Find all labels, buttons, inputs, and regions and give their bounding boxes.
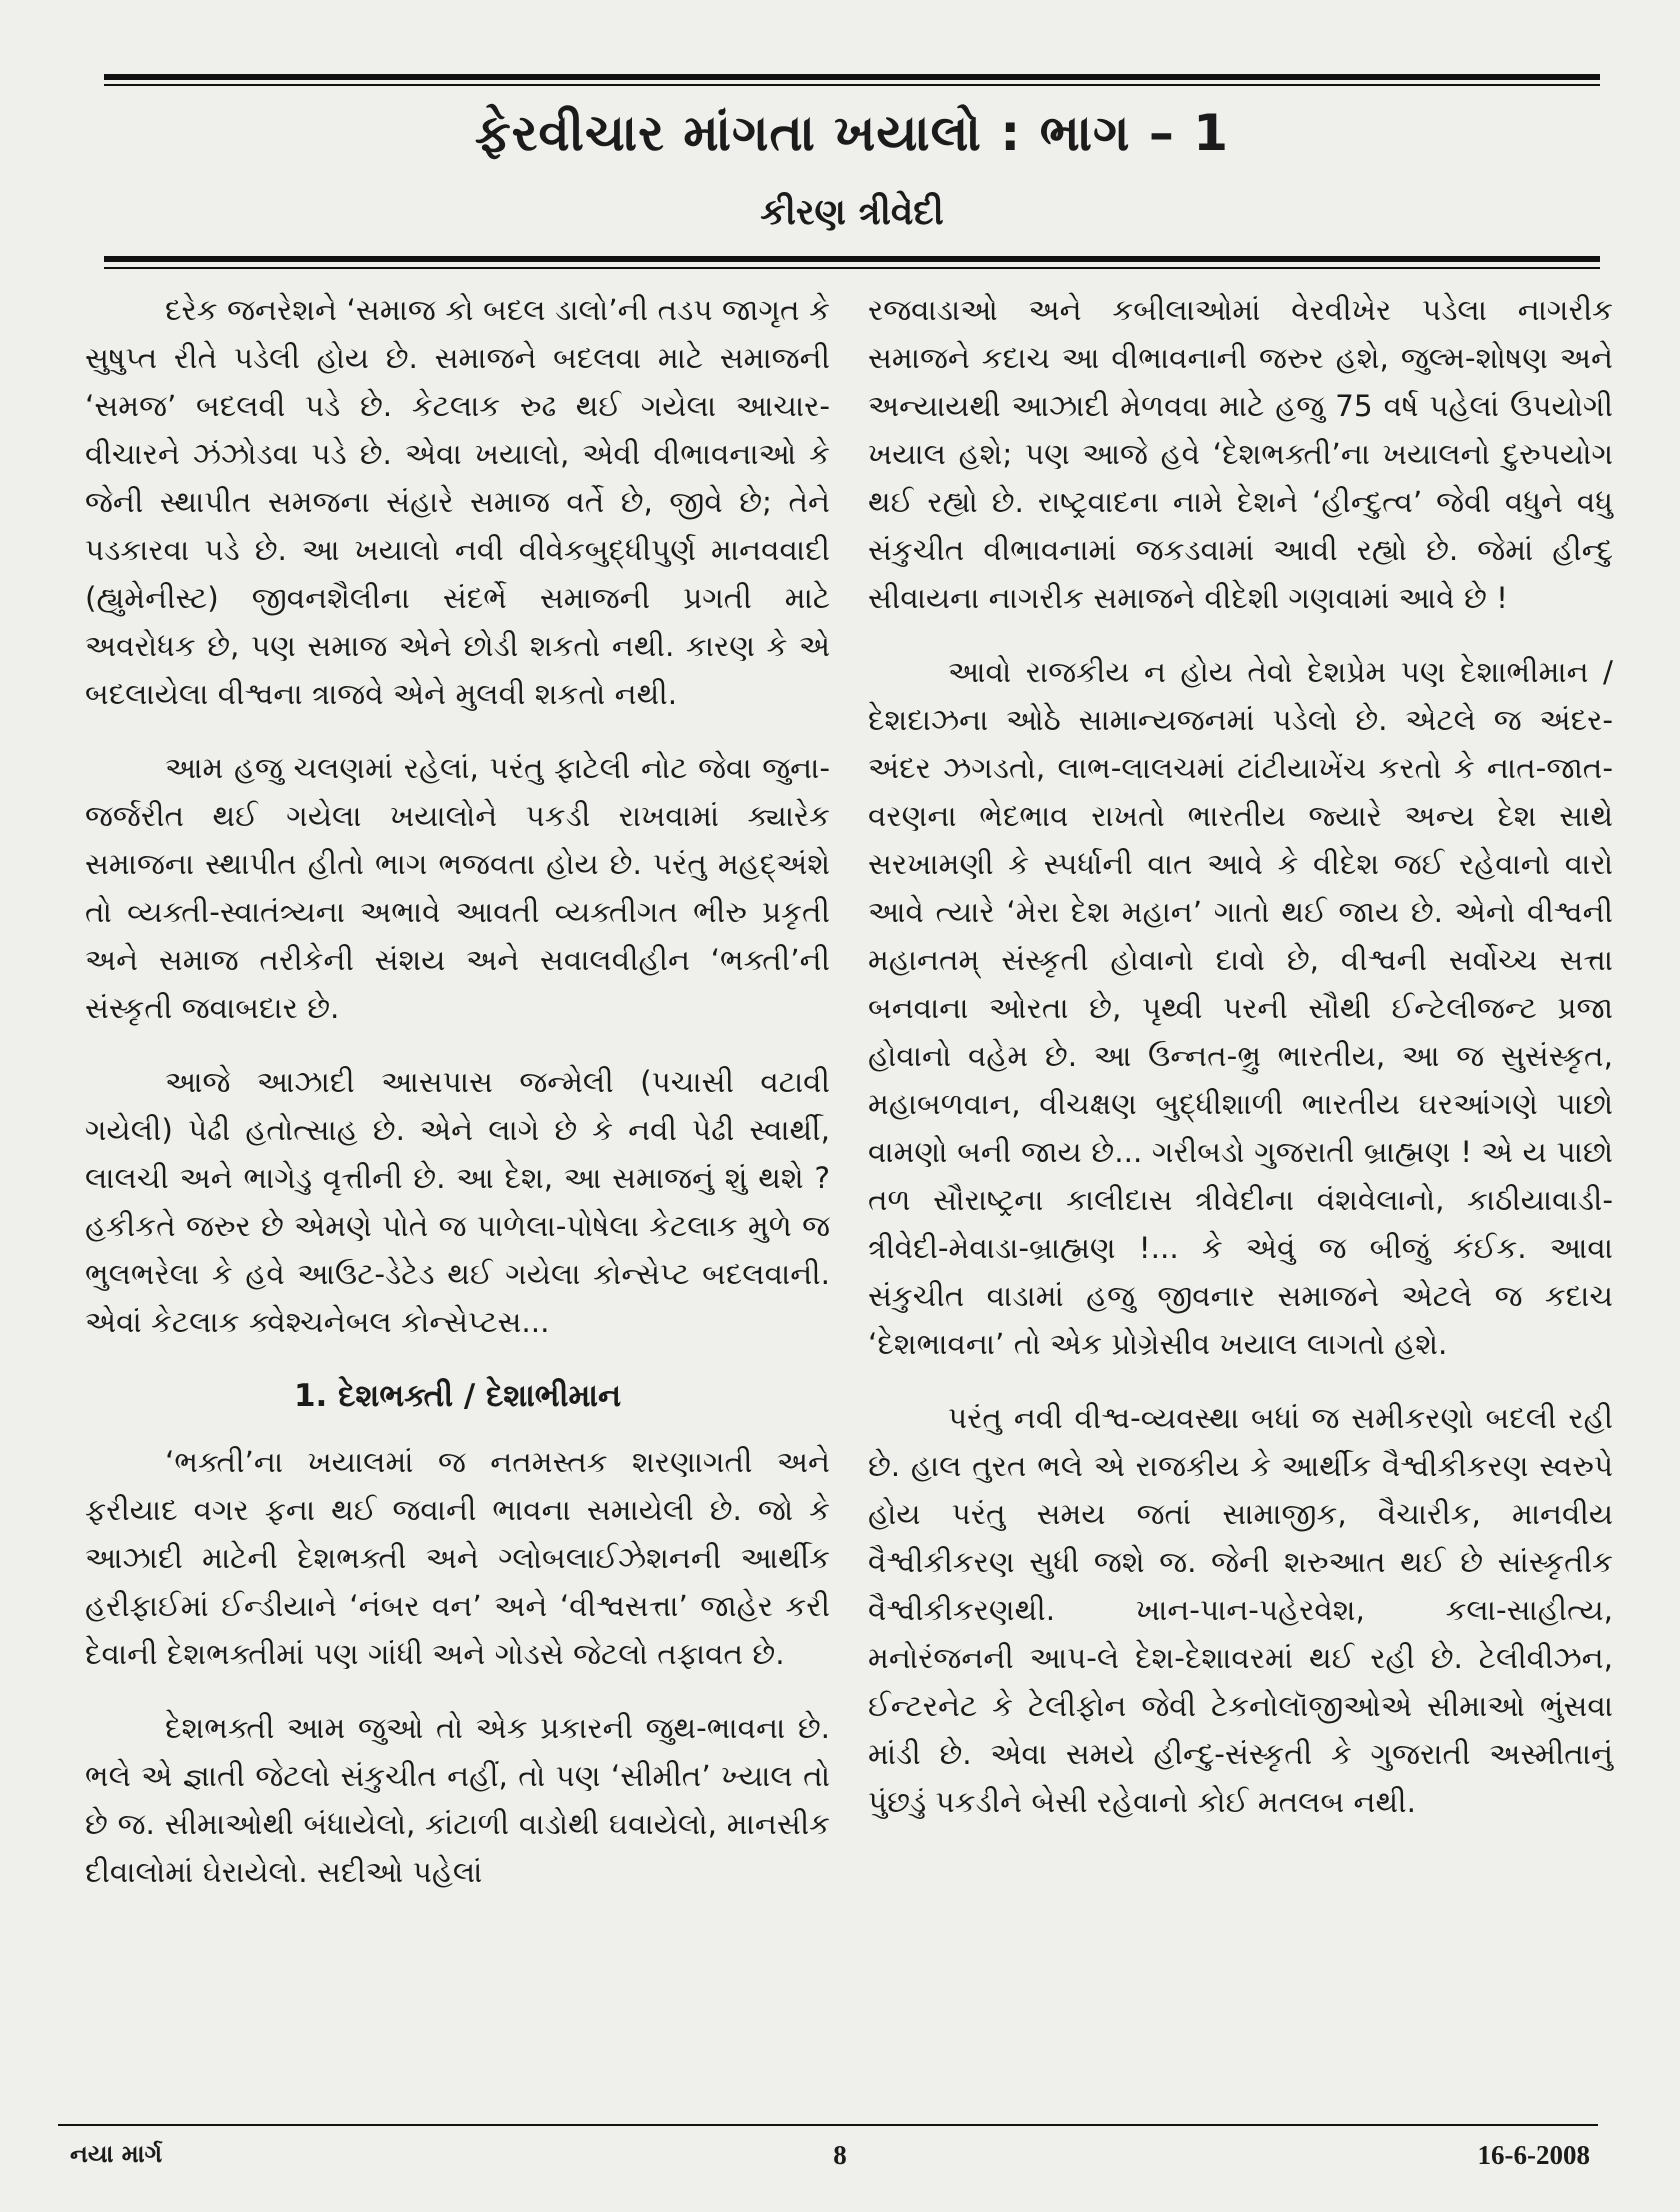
- paragraph: દેશભક્તી આમ જુઓ તો એક પ્રકારની જુથ-ભાવના છે. ભલે એ જ્ઞાતી જેટલો સંકુચીત નહીં, તો પણ ‘સીમીત’ ખ્યાલ તો છે જ. સીમાઓથી બંધાયેલો, કાંટાળી વાડોથી ઘવાયેલો, માનસીક દીવાલોમાં ઘેરાયેલો. સદીઓ પહેલાં: [85, 1711, 830, 1889]
- issue-date: 16-6-2008: [1477, 2140, 1590, 2170]
- footer-rule: [58, 2124, 1598, 2126]
- top-rule-thin: [104, 84, 1600, 86]
- paragraph: આવો રાજકીય ન હોય તેવો દેશપ્રેમ પણ દેશાભીમાન / દેશદાઝના ઓઠે સામાન્યજનમાં પડેલો છે. એટલે જ અંદર-અંદર ઝગડતો, લાભ-લાલચમાં ટાંટીયાખેંચ કરતો કે નાત-જાત-વરણના ભેદભાવ રાખતો ભારતીય જ્યારે અન્ય દેશ સાથે સરખામણી કે સ્પર્ધાની વાત આવે કે વીદેશ જઈ રહેવાનો વારો આવે ત્યારે ‘મેરા દેશ મહાન’ ગાતો થઈ જાય છે. એનો વીશ્વની મહાનતમ્ સંસ્કૃતી હોવાનો દાવો છે, વીશ્વની સર્વોચ્ચ સત્તા બનવાના ઓરતા છે, પૃથ્વી પરની સૌથી ઈન્ટેલીજન્ટ પ્રજા હોવાનો વહેમ છે. આ ઉન્નત-ભ્રુ ભારતીય, આ જ સુસંસ્કૃત, મહાબળવાન, વીચક્ષણ બુદ્ધીશાળી ભારતીય ઘરઆંગણે પાછો વામણો બની જાય છે... ગરીબડો ગુજરાતી બ્રાહ્મણ ! એ ય પાછો તળ સૌરાષ્ટ્રના કાલીદાસ ત્રીવેદીના વંશવેલાનો, કાઠીયાવાડી-ત્રીવેદી-મેવાડા-બ્રાહ્મણ !... કે એવું જ બીજું કંઈક. આવા સંકુચીત વાડામાં હજુ જીવનાર સમાજને એટલે જ કદાચ ‘દેશભાવના’ તો એક પ્રોગ્રેસીવ ખયાલ લાગતો હશે.: [868, 655, 1613, 1361]
- header-rule: [104, 256, 1600, 262]
- publication-name: નયા માર્ગ: [70, 2140, 163, 2168]
- paragraph: ‘ભક્તી’ના ખયાલમાં જ નતમસ્તક શરણાગતી અને ફરીયાદ વગર ફના થઈ જવાની ભાવના સમાયેલી છે. જો કે આઝાદી માટેની દેશભક્તી અને ગ્લોબલાઈઝેશનની આર્થીક હરીફાઈમાં ઈન્ડીયાને ‘નંબર વન’ અને ‘વીશ્વસત્તા’ જાહેર કરી દેવાની દેશભક્તીમાં પણ ગાંધી અને ગોડસે જેટલો તફાવત છે.: [85, 1445, 830, 1671]
- article-title: ફેરવીચાર માંગતા ખયાલો : ભાગ – 1: [474, 104, 1230, 162]
- paragraph: આમ હજુ ચલણમાં રહેલાં, પરંતુ ફાટેલી નોટ જેવા જુના-જર્જરીત થઈ ગયેલા ખયાલોને પકડી રાખવામાં ક્યારેક સમાજના સ્થાપીત હીતો ભાગ ભજવતા હોય છે. પરંતુ મહદ્અંશે તો વ્યક્તી-સ્વાતંત્ર્યના અભાવે આવતી વ્યક્તીગત ભીરુ પ્રકૃતી અને સમાજ તરીકેની સંશય અને સવાલવીહીન ‘ભક્તી’ની સંસ્કૃતી જવાબદાર છે.: [85, 751, 830, 1025]
- paragraph: આજે આઝાદી આસપાસ જન્મેલી (પચાસી વટાવી ગયેલી) પેઢી હતોત્સાહ છે. એને લાગે છે કે નવી પેઢી સ્વાર્થી, લાલચી અને ભાગેડુ વૃત્તીની છે. આ દેશ, આ સમાજનું શું થશે ? હકીકતે જરુર છે એમણે પોતે જ પાળેલા-પોષેલા કેટલાક મુળે જ ભુલભરેલા કે હવે આઉટ-ડેટેડ થઈ ગયેલા કોન્સેપ્ટ બદલવાની. એવાં કેટલાક ક્વેશ્ચનેબલ કોન્સેપ્ટસ...: [85, 1065, 830, 1339]
- page-number: 8: [833, 2140, 847, 2170]
- paragraph: દરેક જનરેશને ‘સમાજ કો બદલ ડાલો’ની તડપ જાગૃત કે સુષુપ્ત રીતે પડેલી હોય છે. સમાજને બદલવા માટે સમાજની ‘સમજ’ બદલવી પડે છે. કેટલાક રુઢ થઈ ગયેલા આચાર- વીચારને ઝંઝોડવા પડે છે. એવા ખયાલો, એવી વીભાવનાઓ કે જેની સ્થાપીત સમજના સંહારે સમાજ વર્તે છે, જીવે છે; તેને પડકારવા પડે છે. આ ખયાલો નવી વીવેકબુદ્ધીપુર્ણ માનવવાદી (હ્યુમેનીસ્ટ) જીવનશૈલીના સંદર્ભે સમાજની પ્રગતી માટે અવરોધક છે, પણ સમાજ એને છોડી શકતો નથી. કારણ કે એ બદલાયેલા વીશ્વના ત્રાજવે એને મુલવી શકતો નથી.: [85, 293, 830, 711]
- top-rule: [104, 74, 1600, 80]
- paragraph: પરંતુ નવી વીશ્વ-વ્યવસ્થા બધાં જ સમીકરણો બદલી રહી છે. હાલ તુરત ભલે એ રાજકીય કે આર્થીક વૈશ્વીકીકરણ સ્વરુપે હોય પરંતુ સમય જતાં સામાજીક, વૈચારીક, માનવીય વૈશ્વીકીકરણ સુધી જશે જ. જેની શરુઆત થઈ છે સાંસ્કૃતીક વૈશ્વીકીકરણથી. ખાન-પાન-પહેરવેશ, કલા-સાહીત્ય, મનોરંજનની આપ-લે દેશ-દેશાવરમાં થઈ રહી છે. ટેલીવીઝન, ઈન્ટરનેટ કે ટેલીફોન જેવી ટેકનોલૉજીઓએ સીમાઓ ભુંસવા માંડી છે. એવા સમયે હીન્દુ-સંસ્કૃતી કે ગુજરાતી અસ્મીતાનું પુંછડું પકડીને બેસી રહેવાનો કોઈ મતલબ નથી.: [868, 1401, 1613, 1819]
- section-heading: 1. દેશભક્તી / દેશાભીમાન: [293, 1378, 622, 1414]
- paragraph: રજવાડાઓ અને કબીલાઓમાં વેરવીખેર પડેલા નાગરીક સમાજને કદાચ આ વીભાવનાની જરુર હશે, જુલ્મ-શોષણ અને અન્યાયથી આઝાદી મેળવવા માટે હજુ 75 વર્ષ પહેલાં ઉપયોગી ખયાલ હશે; પણ આજે હવે ‘દેશભક્તી’ના ખયાલનો દુરુપયોગ થઈ રહ્યો છે. રાષ્ટ્રવાદના નામે દેશને ‘હીન્દુત્વ’ જેવી વધુને વધુ સંકુચીત વીભાવનામાં જકડવામાં આવી રહ્યો છે. જેમાં હીન્દુ સીવાયના નાગરીક સમાજને વીદેશી ગણવામાં આવે છે !: [868, 293, 1613, 615]
- article-author: કીરણ ત્રીવેદી: [760, 192, 944, 233]
- left-column: [85, 286, 830, 1922]
- right-column: [868, 286, 1613, 1852]
- header-rule-thin: [104, 267, 1600, 269]
